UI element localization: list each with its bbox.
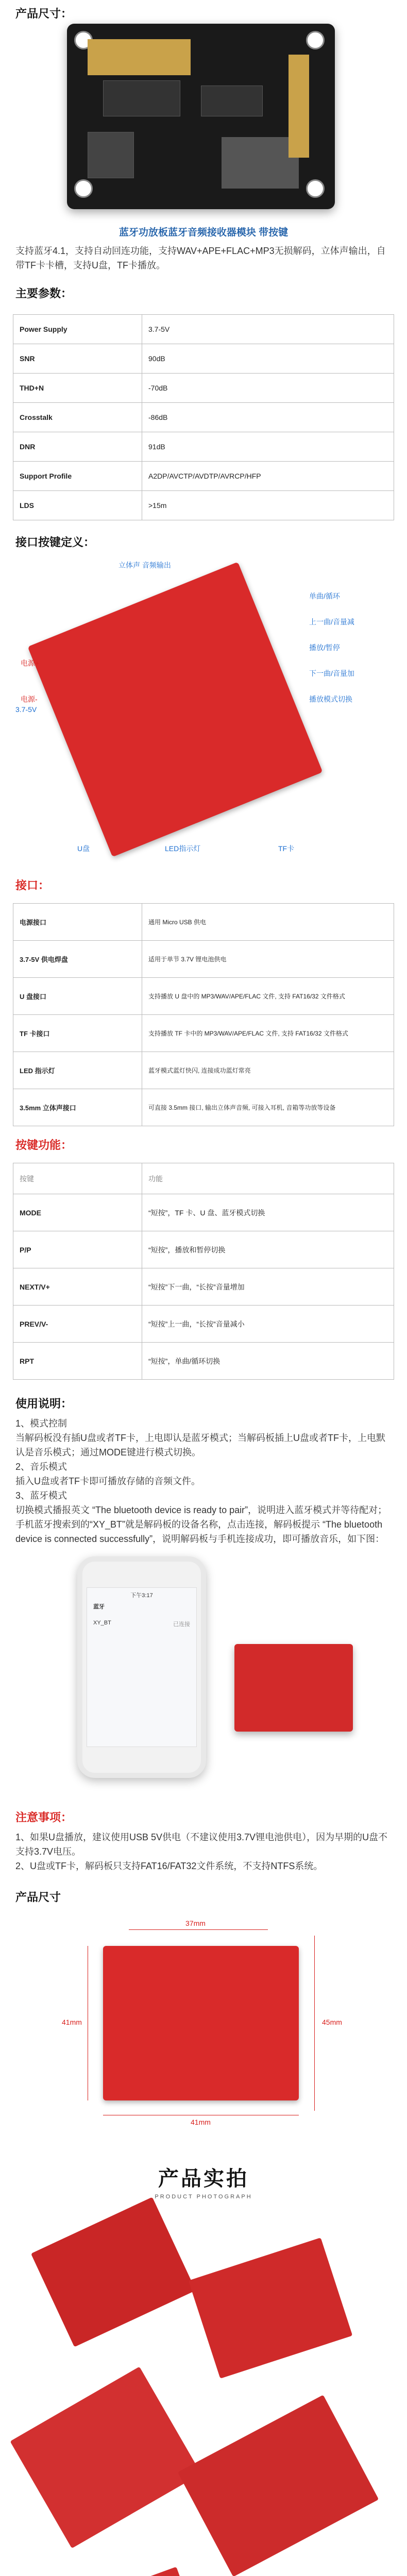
port-key: 3.7-5V 供电焊盘 [13, 941, 142, 978]
port-value: 支持播放 TF 卡中的 MP3/WAV/APE/FLAC 文件, 支持 FAT16/32 文件格式 [142, 1015, 394, 1052]
key-key: NEXT/V+ [13, 1268, 142, 1306]
spec-value: 3.7-5V [142, 315, 394, 344]
decoder-chip [201, 86, 263, 116]
section-label-product-size: 产品尺寸： [15, 7, 73, 20]
photo-2 [189, 2238, 353, 2379]
callout-stereo-out: 立体声 音频输出 [118, 561, 171, 569]
usage-line: 当解码板没有插U盘或者TF卡，上电即认是蓝牙模式；当解码板插上U盘或者TF卡，上电默认是音乐模式；通过MODE键进行模式切换。 [15, 1433, 385, 1458]
note-line: 1、如果U盘播放，建议使用USB 5V供电（不建议使用3.7V锂电池供电），因为早期的U盘不支持3.7V电压。 [15, 1832, 388, 1857]
mount-hole [74, 179, 93, 198]
key-value: “短按”，单曲/循环切换 [142, 1343, 394, 1380]
product-description: 支持蓝牙4.1，支持自动回连功能，支持WAV+APE+FLAC+MP3无损解码，立体声输出，自带TF卡卡槽，支持U盘，TF卡播放。 [15, 246, 386, 270]
port-value: 适用于单节 3.7V 锂电池供电 [142, 941, 394, 978]
spec-key: THD+N [13, 374, 142, 403]
keys-header-row [13, 1163, 394, 1194]
phone-device-name: XY_BT [93, 1620, 111, 1626]
port-row [13, 1052, 394, 1089]
dimension-diagram [0, 1910, 407, 2152]
key-row [13, 1194, 394, 1231]
key-row [13, 1343, 394, 1380]
dim-line-top [129, 1929, 268, 1930]
hero-section [0, 0, 407, 215]
photo-1 [31, 2197, 196, 2347]
antenna-trace [88, 39, 191, 75]
hero-board-photo [67, 24, 335, 209]
button-pads [289, 55, 309, 158]
photo-heading-cn: 产品实拍 [158, 2167, 249, 2190]
key-key: MODE [13, 1194, 142, 1231]
usage-line: 3、蓝牙模式 [15, 1490, 67, 1501]
phone-status-time: 下午3:17 [130, 1592, 153, 1599]
port-row [13, 1089, 394, 1126]
usage-text [0, 1416, 407, 1546]
spec-key: Power Supply [13, 315, 142, 344]
usage-line: 切换模式播报英文 “The bluetooth device is ready to pair”，说明进入蓝牙模式并等待配对；手机蓝牙搜索到的“XY_BT”就是解码板的设备名称，点击连接，解码板提示 “The bluetooth device is connected successfully”，说明解码板与手机连接成功，即可播放音乐，如下图： [15, 1505, 387, 1544]
spec-value: 90dB [142, 344, 394, 374]
dim-top: 37mm [185, 1919, 206, 1927]
spec-key: LDS [13, 491, 142, 520]
tf-slot [222, 137, 299, 189]
spec-row [13, 315, 394, 344]
section-label-product-size-2: 产品尺寸 [15, 1891, 61, 1904]
port-row [13, 904, 394, 941]
port-key: 3.5mm 立体声接口 [13, 1089, 142, 1126]
dim-left: 41mm [62, 2018, 82, 2026]
dim-bottom: 41mm [191, 2118, 211, 2126]
port-key: 电源接口 [13, 904, 142, 941]
spec-key: DNR [13, 432, 142, 462]
spec-row [13, 432, 394, 462]
usage-line: 1、模式控制 [15, 1418, 67, 1429]
dim-board-image [103, 1946, 299, 2100]
notes-text [0, 1830, 407, 1873]
photo-board-image [234, 1644, 353, 1732]
spec-row [13, 491, 394, 520]
usage-line: 插入U盘或者TF卡即可播放存储的音频文件。 [15, 1476, 200, 1486]
port-key: U 盘接口 [13, 978, 142, 1015]
usage-line: 2、音乐模式 [15, 1462, 67, 1472]
port-row [13, 978, 394, 1015]
mount-hole [306, 179, 325, 198]
product-title: 蓝牙功放板蓝牙音频接收器模块 带按键 [118, 227, 289, 238]
phone-screen [87, 1587, 197, 1747]
note-line: 2、U盘或TF卡，解码板只支持FAT16/FAT32文件系统，不支持NTFS系统。 [15, 1861, 323, 1871]
spec-row [13, 403, 394, 432]
section-label-usage: 使用说明： [15, 1397, 73, 1410]
board-image [28, 562, 323, 857]
spec-key: SNR [13, 344, 142, 374]
phone-image [77, 1556, 206, 1778]
spec-row [13, 462, 394, 491]
key-value: “短按”下一曲，“长按”音量增加 [142, 1268, 394, 1306]
spec-row [13, 344, 394, 374]
port-row [13, 1015, 394, 1052]
section-label-key-func: 按键功能： [15, 1139, 73, 1151]
callout-next-vol: 下一曲/音量加 [309, 669, 354, 677]
bt-chip [103, 80, 180, 116]
callout-led: LED指示灯 [165, 844, 201, 853]
key-key: RPT [13, 1343, 142, 1380]
key-key: P/P [13, 1231, 142, 1268]
callout-tf-card: TF卡 [278, 844, 295, 853]
port-value: 通用 Micro USB 供电 [142, 904, 394, 941]
pairing-photo [0, 1546, 407, 1783]
spec-value: A2DP/AVCTP/AVDTP/AVRCP/HFP [142, 462, 394, 491]
port-key: TF 卡接口 [13, 1015, 142, 1052]
key-value: “短按”，TF 卡、U 盘、蓝牙模式切换 [142, 1194, 394, 1231]
keys-header-key: 按键 [13, 1163, 142, 1194]
key-value: “短按”上一曲，“长按”音量减小 [142, 1306, 394, 1343]
callout-mode-switch: 播放模式切换 [309, 695, 352, 703]
port-value: 支持播放 U 盘中的 MP3/WAV/APE/FLAC 文件, 支持 FAT16/32 文件格式 [142, 978, 394, 1015]
callout-play-pause: 播放/暂停 [309, 643, 340, 652]
spec-table [13, 314, 394, 520]
callout-single-loop: 单曲/循环 [309, 592, 340, 600]
callout-u-disk: U盘 [77, 844, 90, 853]
spec-value: -70dB [142, 374, 394, 403]
section-label-notes: 注意事项： [15, 1811, 73, 1824]
key-key: PREV/V- [13, 1306, 142, 1343]
section-label-main-params: 主要参数： [15, 287, 73, 300]
photo-4 [178, 2395, 379, 2576]
photo-heading-en: PRODUCT PHOTOGRAPH [155, 2194, 252, 2200]
spec-key: Support Profile [13, 462, 142, 491]
ports-table [13, 903, 394, 1126]
section-label-interface: 接口： [15, 879, 50, 892]
dim-right: 45mm [322, 2018, 342, 2026]
spec-value: -86dB [142, 403, 394, 432]
keys-table [13, 1163, 394, 1380]
port-key: LED 指示灯 [13, 1052, 142, 1089]
section-label-interface-desc: 接口按键定义： [15, 536, 95, 549]
photo-5 [16, 2567, 226, 2576]
interface-diagram [0, 555, 407, 872]
callout-power-pos: 电源+ [21, 659, 40, 667]
key-row [13, 1231, 394, 1268]
spec-row [13, 374, 394, 403]
port-value: 可直接 3.5mm 接口, 输出立体声音频, 可接入耳机, 音箱等功放等设备 [142, 1089, 394, 1126]
photo-collage [0, 2200, 407, 2576]
spec-value: 91dB [142, 432, 394, 462]
phone-bt-title: 蓝牙 [93, 1604, 105, 1610]
spec-value: >15m [142, 491, 394, 520]
callout-power-neg: 电源- [21, 695, 38, 703]
photo-3 [10, 2367, 201, 2549]
key-value: “短按”，播放和暂停切换 [142, 1231, 394, 1268]
key-row [13, 1268, 394, 1306]
callout-voltage: 3.7-5V [15, 705, 37, 714]
mount-hole [306, 31, 325, 49]
key-row [13, 1306, 394, 1343]
callout-prev-vol: 上一曲/音量减 [309, 618, 354, 626]
photo-heading [0, 2152, 407, 2200]
keys-header-func: 功能 [142, 1163, 394, 1194]
usb-port [88, 132, 134, 178]
port-value: 蓝牙模式蓝灯快闪, 连接成功蓝灯常亮 [142, 1052, 394, 1089]
dim-line-right [314, 1936, 315, 2111]
phone-connected: 已连接 [173, 1621, 190, 1628]
spec-key: Crosstalk [13, 403, 142, 432]
port-row [13, 941, 394, 978]
